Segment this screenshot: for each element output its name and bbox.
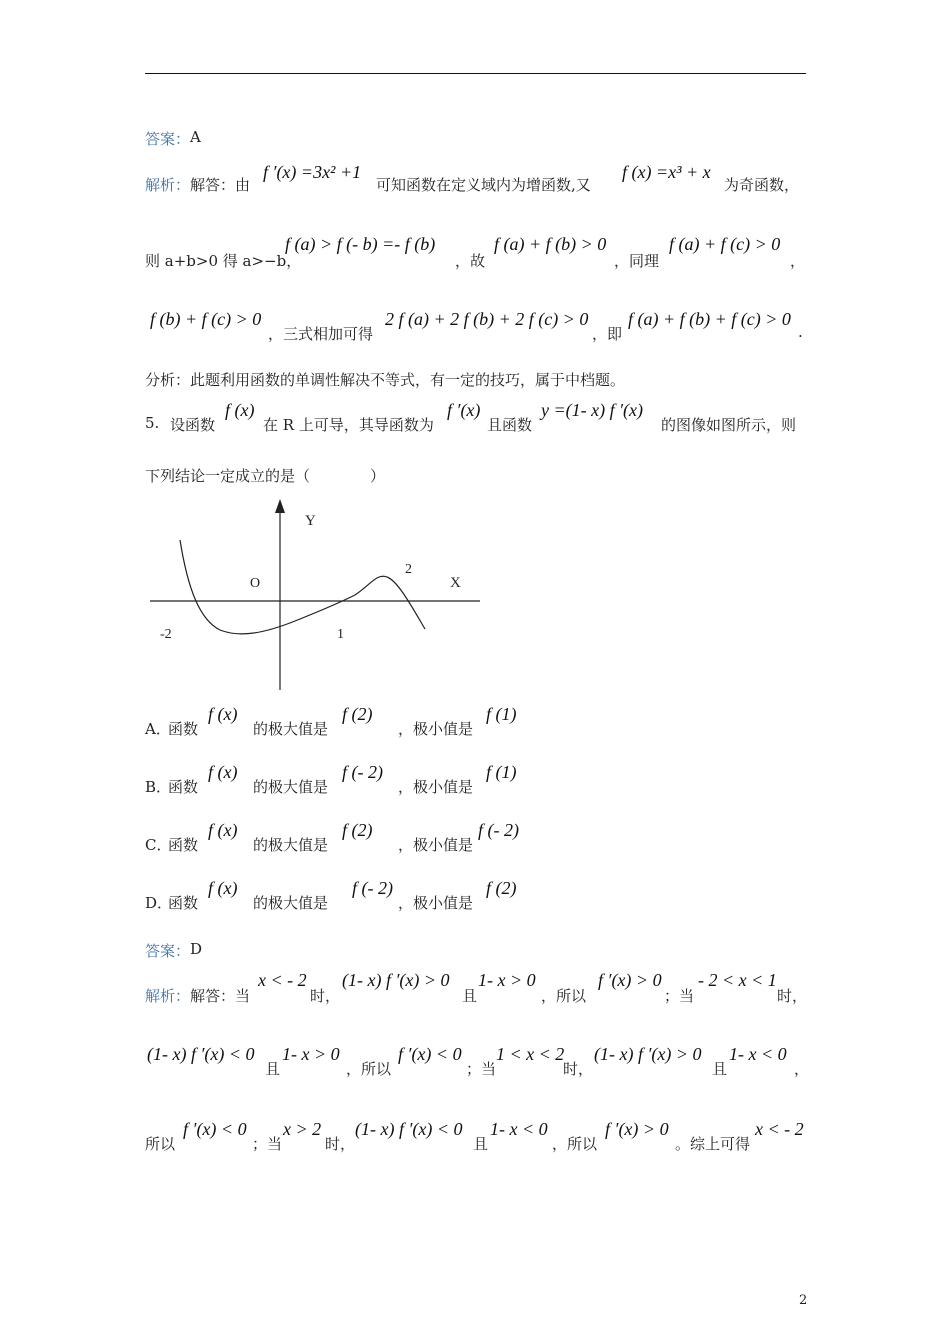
analysis-text: 。综上可得 <box>675 1135 751 1153</box>
option-letter: C． <box>145 836 172 854</box>
question-text: 的图像如图所示，则 <box>661 416 797 434</box>
formula: f (1) <box>486 762 517 782</box>
analysis-text: ，所以 <box>541 987 587 1005</box>
analysis-text: . <box>798 323 803 341</box>
formula: f ′(x) > 0 <box>598 970 662 990</box>
option-letter: B． <box>145 778 172 796</box>
y-axis-arrow <box>275 499 285 513</box>
formula: f (a) + f (b) + f (c) > 0 <box>628 309 791 329</box>
formula: f (- 2) <box>478 820 519 840</box>
option-letter: D． <box>145 894 173 912</box>
page-number: 2 <box>799 1293 808 1308</box>
formula: x > 2 <box>283 1119 322 1139</box>
formula: y =(1- x) f ′(x) <box>541 400 644 420</box>
formula: (1- x) f ′(x) > 0 <box>594 1044 702 1064</box>
analysis-text: ；当 <box>664 987 695 1005</box>
option-text: 函数 <box>168 778 199 796</box>
analysis-text: 解答：由 <box>190 176 251 194</box>
question-number: 5. <box>145 414 160 432</box>
option-text: 函数 <box>168 720 199 738</box>
formula: f ′(x) <box>447 400 481 420</box>
origin-label: O <box>250 576 261 591</box>
formula: f (a) > f (- b) =- f (b) <box>285 234 436 254</box>
analysis-label: 解析： <box>145 176 191 194</box>
formula: f (x) <box>208 704 238 724</box>
analysis-text: ，所以 <box>552 1135 598 1153</box>
analysis-text: 解答：当 <box>190 987 251 1005</box>
formula: f ′(x) =3x² +1 <box>263 162 362 182</box>
formula: f (a) + f (c) > 0 <box>669 234 781 254</box>
formula: f (1) <box>486 704 517 724</box>
formula: f (a) + f (b) > 0 <box>494 234 607 254</box>
y-label: Y <box>305 513 316 529</box>
formula: f (x) =x³ + x <box>622 162 711 182</box>
analysis-text: 时， <box>325 1135 356 1153</box>
analysis-text: 则 a+b>0 得 a>−b， <box>145 252 302 270</box>
formula: f (2) <box>342 704 373 724</box>
formula: x < - 2 <box>258 970 307 990</box>
question-text: 下列结论一定成立的是（ ） <box>145 467 386 485</box>
formula: f (x) <box>208 762 238 782</box>
option-text: 函数 <box>168 836 199 854</box>
option-text: ，极小值是 <box>398 778 474 796</box>
answer-value: D <box>190 940 203 958</box>
analysis-text: ，故 <box>455 252 486 270</box>
analysis-text: 所以 <box>145 1135 176 1153</box>
curve <box>180 540 425 634</box>
analysis-text: ，三式相加可得 <box>268 325 374 343</box>
formula: 1 < x < 2 <box>496 1044 565 1064</box>
option-text: 的极大值是 <box>253 836 329 854</box>
analysis-text: 时， <box>563 1060 594 1078</box>
tick-label: -2 <box>160 627 172 642</box>
function-graph <box>140 495 490 695</box>
summary-text: 分析：此题利用函数的单调性解决不等式，有一定的技巧，属于中档题。 <box>145 371 626 389</box>
question-text: 在 R 上可导，其导函数为 <box>263 416 434 434</box>
formula: f (2) <box>486 878 517 898</box>
tick-label: 1 <box>337 627 344 642</box>
answer-value: A <box>190 128 201 146</box>
analysis-text: 时， <box>310 987 341 1005</box>
analysis-text: ；当 <box>466 1060 497 1078</box>
formula: f ′(x) < 0 <box>398 1044 462 1064</box>
header-rule <box>145 73 806 74</box>
formula: 1- x < 0 <box>490 1119 548 1139</box>
analysis-text: ，即 <box>592 325 623 343</box>
analysis-text: 时， <box>777 987 808 1005</box>
option-text: 的极大值是 <box>253 720 329 738</box>
formula: f (- 2) <box>352 878 393 898</box>
formula: f (x) <box>208 820 238 840</box>
formula: - 2 < x < 1 <box>698 970 777 990</box>
question-text: 且函数 <box>487 416 533 434</box>
analysis-text: 且 <box>712 1060 728 1078</box>
tick-label: 2 <box>405 562 412 577</box>
analysis-text: 且 <box>265 1060 281 1078</box>
analysis-text: ， <box>790 252 806 270</box>
option-text: 的极大值是 <box>253 894 329 912</box>
answer-label: 答案： <box>145 942 191 960</box>
formula: (1- x) f ′(x) < 0 <box>355 1119 463 1139</box>
answer-label: 答案： <box>145 130 191 148</box>
question-text: 设函数 <box>170 416 216 434</box>
formula: (1- x) f ′(x) > 0 <box>342 970 450 990</box>
option-text: ，极小值是 <box>398 894 474 912</box>
analysis-label: 解析： <box>145 987 191 1005</box>
option-text: ，极小值是 <box>398 836 474 854</box>
analysis-text: ， <box>794 1060 810 1078</box>
formula: f ′(x) > 0 <box>605 1119 669 1139</box>
x-label: X <box>450 575 461 591</box>
formula: x < - 2 <box>755 1119 804 1139</box>
formula: f (2) <box>342 820 373 840</box>
formula: f (b) + f (c) > 0 <box>150 309 262 329</box>
analysis-text: ，所以 <box>346 1060 392 1078</box>
formula: f (x) <box>225 400 255 420</box>
formula: f ′(x) < 0 <box>183 1119 247 1139</box>
formula: 1- x > 0 <box>478 970 536 990</box>
analysis-text: ；当 <box>252 1135 283 1153</box>
analysis-text: 且 <box>462 987 478 1005</box>
analysis-text: 可知函数在定义域内为增函数,又 <box>376 176 591 194</box>
option-text: 函数 <box>168 894 199 912</box>
formula: f (- 2) <box>342 762 383 782</box>
option-text: ，极小值是 <box>398 720 474 738</box>
analysis-text: 为奇函数， <box>724 176 800 194</box>
formula: 1- x > 0 <box>282 1044 340 1064</box>
analysis-text: 且 <box>473 1135 489 1153</box>
option-text: 的极大值是 <box>253 778 329 796</box>
formula: (1- x) f ′(x) < 0 <box>147 1044 255 1064</box>
formula: 1- x < 0 <box>729 1044 787 1064</box>
formula: 2 f (a) + 2 f (b) + 2 f (c) > 0 <box>385 309 589 329</box>
option-letter: A． <box>145 720 171 738</box>
analysis-text: ，同理 <box>614 252 660 270</box>
formula: f (x) <box>208 878 238 898</box>
